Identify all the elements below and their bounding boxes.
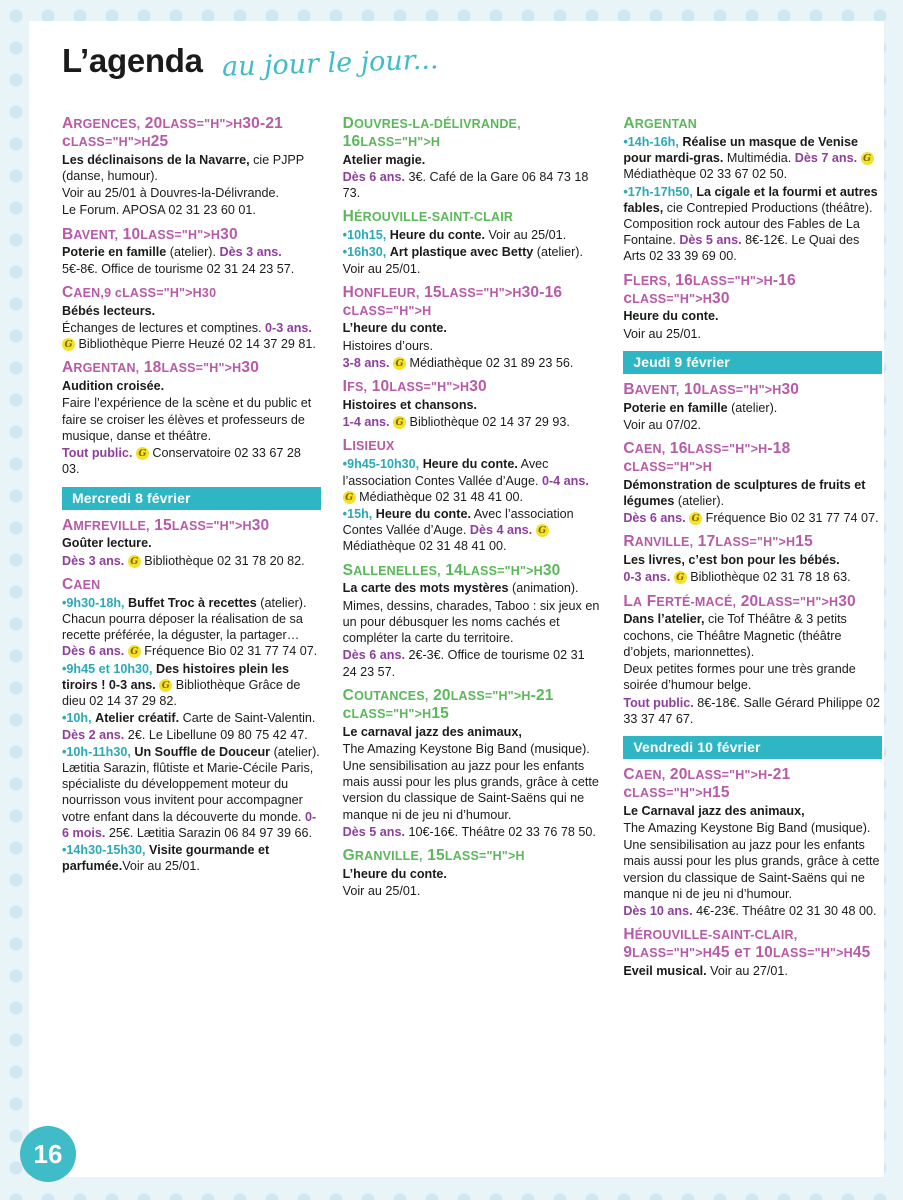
event-city-heading: LA FERTÉ-MACÉ, 20LASS="H">H30 (623, 592, 856, 610)
event-description: •17h-17h50, La cigale et la fourmi et autres fables, cie Contrepied Productions (théâtre). Composition rock autour des Fables de La Fontaine. Dès 5 ans. 8€-12€. Le Quai des Arts 02 33 39 69 00. (623, 184, 878, 264)
event-description: Dès 6 ans. 2€-3€. Office de tourisme 02 31 24 23 57. (342, 648, 585, 679)
gratuit-badge: G (128, 645, 141, 658)
event-city-heading: DOUVRES-LA-DÉLIVRANDE, 16LASS="H">H (342, 115, 521, 150)
event-city-heading: BAVENT, 10LASS="H">H30 (623, 380, 800, 398)
gratuit-badge: G (674, 571, 687, 584)
event-city-heading: HÉROUVILLE-SAINT-CLAIR, 9LASS="H">H45 eT 10LASS="H">H45 (623, 926, 871, 962)
event-description: Tout public. 8€-18€. Salle Gérard Philippe 02 33 37 47 67. (623, 695, 880, 726)
page-header (62, 40, 882, 102)
event-description: •10h15, Heure du conte. Voir au 25/01. (342, 228, 567, 243)
event-description: Histoires d’ours. (342, 338, 433, 353)
event-city-heading: HÉROUVILLE-SAINT-CLAIR (342, 208, 514, 226)
gratuit-badge: G (393, 416, 406, 429)
event-description: Voir au 25/01. (342, 884, 421, 899)
event-city-heading: CAEN (62, 575, 101, 593)
event-description: •14h30-15h30, Visite gourmande et parfumée.Voir au 25/01. (62, 843, 270, 874)
gratuit-badge: G (393, 357, 406, 370)
event-city-heading: FLERS, 16LASS="H">H-16 cLASS="H">H30 (623, 271, 796, 307)
event-city-heading: BAVENT, 10LASS="H">H30 (62, 225, 238, 243)
event-description: •14h-16h, Réalise un masque de Venise pour mardi-gras. Multimédia. Dès 7 ans. G Médiathèque 02 33 67 02 50. (623, 134, 882, 183)
page-title: L’agenda (62, 42, 203, 79)
event-city-heading: ARGENCES, 20LASS="H">H30-21 cLASS="H">H25 (62, 115, 283, 150)
event-city-heading: LISIEUX (342, 437, 395, 455)
event-description: Histoires et chansons. (342, 397, 478, 412)
event-description: Goûter lecture. (62, 536, 152, 551)
gratuit-badge: G (128, 555, 141, 568)
event-description: Voir au 07/02. (623, 417, 702, 432)
gratuit-badge: G (536, 524, 549, 537)
gratuit-badge: G (136, 447, 149, 460)
event-city-heading: COUTANCES, 20LASS="H">H-21 cLASS="H">H15 (342, 686, 554, 722)
event-description: •10h-11h30, Un Souffle de Douceur (atelier). Lætitia Sarazin, flûtiste et Marie-Cécile Paris, spécialiste du développement moteur du nourrisson vous invitent pour accompagner votre enfant dans la découverte du monde. 0-6 mois. 25€. Lætitia Sarazin 06 84 97 39 66. (62, 744, 320, 840)
event-description: 3-8 ans. G Médiathèque 02 31 89 23 56. (342, 355, 574, 370)
day-heading: Mercredi 8 février (62, 487, 321, 510)
event-description: Voir au 25/01 à Douvres-la-Délivrande. (62, 186, 280, 201)
gratuit-badge: G (159, 679, 172, 692)
event-description: Eveil musical. Voir au 27/01. (623, 964, 788, 979)
event-description: Les déclinaisons de la Navarre, cie PJPP (danse, humour). (62, 152, 304, 183)
event-description: •9h45-10h30, Heure du conte. Avec l’association Contes Vallée d’Auge. 0-4 ans. G Médiathèque 02 31 48 41 00. (342, 457, 589, 504)
event-description: Audition croisée. (62, 379, 165, 394)
event-description: L’heure du conte. (342, 321, 447, 336)
event-description: Une sensibilisation au jazz pour les enfants mais aussi pour les plus grands, grâce à cette version du classique de Saint-Saëns qui ne manque ni de jeu ni d’humour. (342, 758, 599, 822)
event-description: 1-4 ans. G Bibliothèque 02 14 37 29 93. (342, 415, 570, 430)
agenda-columns (62, 108, 882, 1148)
event-description: Poterie en famille (atelier). Dès 3 ans. 5€-8€. Office de tourisme 02 31 24 23 57. (62, 245, 295, 276)
event-description: Faire l’expérience de la scène et du public et faire se croiser les élèves et professeurs de musique, danse et théâtre. (62, 396, 312, 443)
event-description: The Amazing Keystone Big Band (musique). (623, 820, 871, 835)
event-city-heading: HONFLEUR, 15LASS="H">H30-16 cLASS="H">H (342, 283, 563, 319)
event-description: Mimes, dessins, charades, Taboo : six jeux en un pour débusquer les noms cachés et compléter la carte du territoire. (342, 598, 600, 646)
event-description: 0-3 ans. G Bibliothèque 02 31 78 18 63. (623, 570, 851, 585)
event-description: Dès 6 ans. 3€. Café de la Gare 06 84 73 18 73. (342, 169, 589, 201)
agenda-page (62, 40, 882, 1160)
event-description: •10h, Atelier créatif. Carte de Saint-Valentin. Dès 2 ans. 2€. Le Libellune 09 80 75 42 47. (62, 711, 316, 742)
event-description: Voir au 25/01. (623, 326, 702, 341)
event-city-heading: CAEN, 16LASS="H">H-18 cLASS="H">H (623, 440, 791, 475)
event-city-heading: ARGENTAN, 18LASS="H">H30 (62, 359, 260, 377)
event-description: L’heure du conte. (342, 866, 447, 881)
gratuit-badge: G (343, 491, 356, 504)
event-description: Échanges de lectures et comptines. 0-3 ans. G Bibliothèque Pierre Heuzé 02 14 37 29 81. (62, 320, 316, 352)
page-title-script: au jour le jour... (221, 44, 439, 83)
event-description: Deux petites formes pour une très grande soirée d’humour belge. (623, 662, 856, 693)
event-description: La carte des mots mystères (animation). (342, 581, 579, 596)
event-description: •9h45 et 10h30, Des histoires plein les tiroirs ! 0-3 ans. G Bibliothèque Grâce de dieu 02 14 37 29 82. (62, 661, 301, 709)
event-city-heading: ARGENTAN (623, 115, 697, 132)
event-description: Le Carnaval jazz des animaux, (623, 803, 805, 818)
event-description: Dans l’atelier, cie Tof Théâtre & 3 petits cochons, cie Théâtre Magnetic (théâtre d’objets, marionnettes). (623, 612, 847, 659)
event-city-heading: GRANVILLE, 15LASS="H">H (342, 847, 525, 865)
event-city-heading: SALLENELLES, 14LASS="H">H30 (342, 561, 561, 579)
gratuit-badge: G (861, 152, 874, 165)
event-description: Dès 6 ans. G Fréquence Bio 02 31 77 74 07. (623, 511, 879, 526)
day-heading: Vendredi 10 février (623, 736, 882, 759)
event-description: Dès 5 ans. 10€-16€. Théâtre 02 33 76 78 50. (342, 824, 596, 839)
event-description: •16h30, Art plastique avec Betty (atelier). Voir au 25/01. (342, 245, 583, 276)
gratuit-badge: G (62, 338, 75, 351)
event-description: Poterie en famille (atelier). (623, 400, 778, 415)
event-city-heading: CAEN,9 cLASS="H">H30 (62, 283, 217, 301)
event-city-heading: CAEN, 20LASS="H">H-21 cLASS="H">H15 (623, 766, 791, 801)
event-description: Tout public. G Conservatoire 02 33 67 28 03. (62, 446, 301, 477)
event-description: Heure du conte. (623, 309, 719, 324)
event-description: Les livres, c’est bon pour les bébés. (623, 553, 840, 568)
event-description: •15h, Heure du conte. Avec l’association Contes Vallée d’Auge. Dès 4 ans. G Médiathèque 02 31 48 41 00. (342, 506, 574, 554)
event-description: The Amazing Keystone Big Band (musique). (342, 741, 590, 756)
gratuit-badge: G (689, 512, 702, 525)
event-description: Le carnaval jazz des animaux, (342, 724, 522, 739)
event-description: Une sensibilisation au jazz pour les enfants mais aussi pour les plus grands, grâce à cette version du classique de Saint-Saëns qui ne manque ni de jeu ni d’humour. (623, 838, 880, 901)
event-city-heading: AMFREVILLE, 15LASS="H">H30 (62, 516, 270, 534)
day-heading: Jeudi 9 février (623, 351, 882, 374)
event-description: Atelier magie. (342, 152, 426, 167)
event-description: Démonstration de sculptures de fruits et légumes (atelier). (623, 477, 866, 508)
event-city-heading: IFS, 10LASS="H">H30 (342, 378, 487, 396)
event-description: Bébés lecteurs. (62, 303, 156, 318)
event-description: •9h30-18h, Buffet Troc à recettes (atelier). Chacun pourra déposer la réalisation de sa recette préférée, la déguster, la partager… Dès 6 ans. G Fréquence Bio 02 31 77 74 07. (62, 595, 318, 659)
page-number: 16 (20, 1126, 76, 1182)
event-description: Le Forum. APOSA 02 31 23 60 01. (62, 203, 256, 218)
event-description: Dès 10 ans. 4€-23€. Théâtre 02 31 30 48 00. (623, 904, 877, 919)
event-city-heading: RANVILLE, 17LASS="H">H15 (623, 533, 813, 551)
event-description: Dès 3 ans. G Bibliothèque 02 31 78 20 82. (62, 553, 305, 568)
